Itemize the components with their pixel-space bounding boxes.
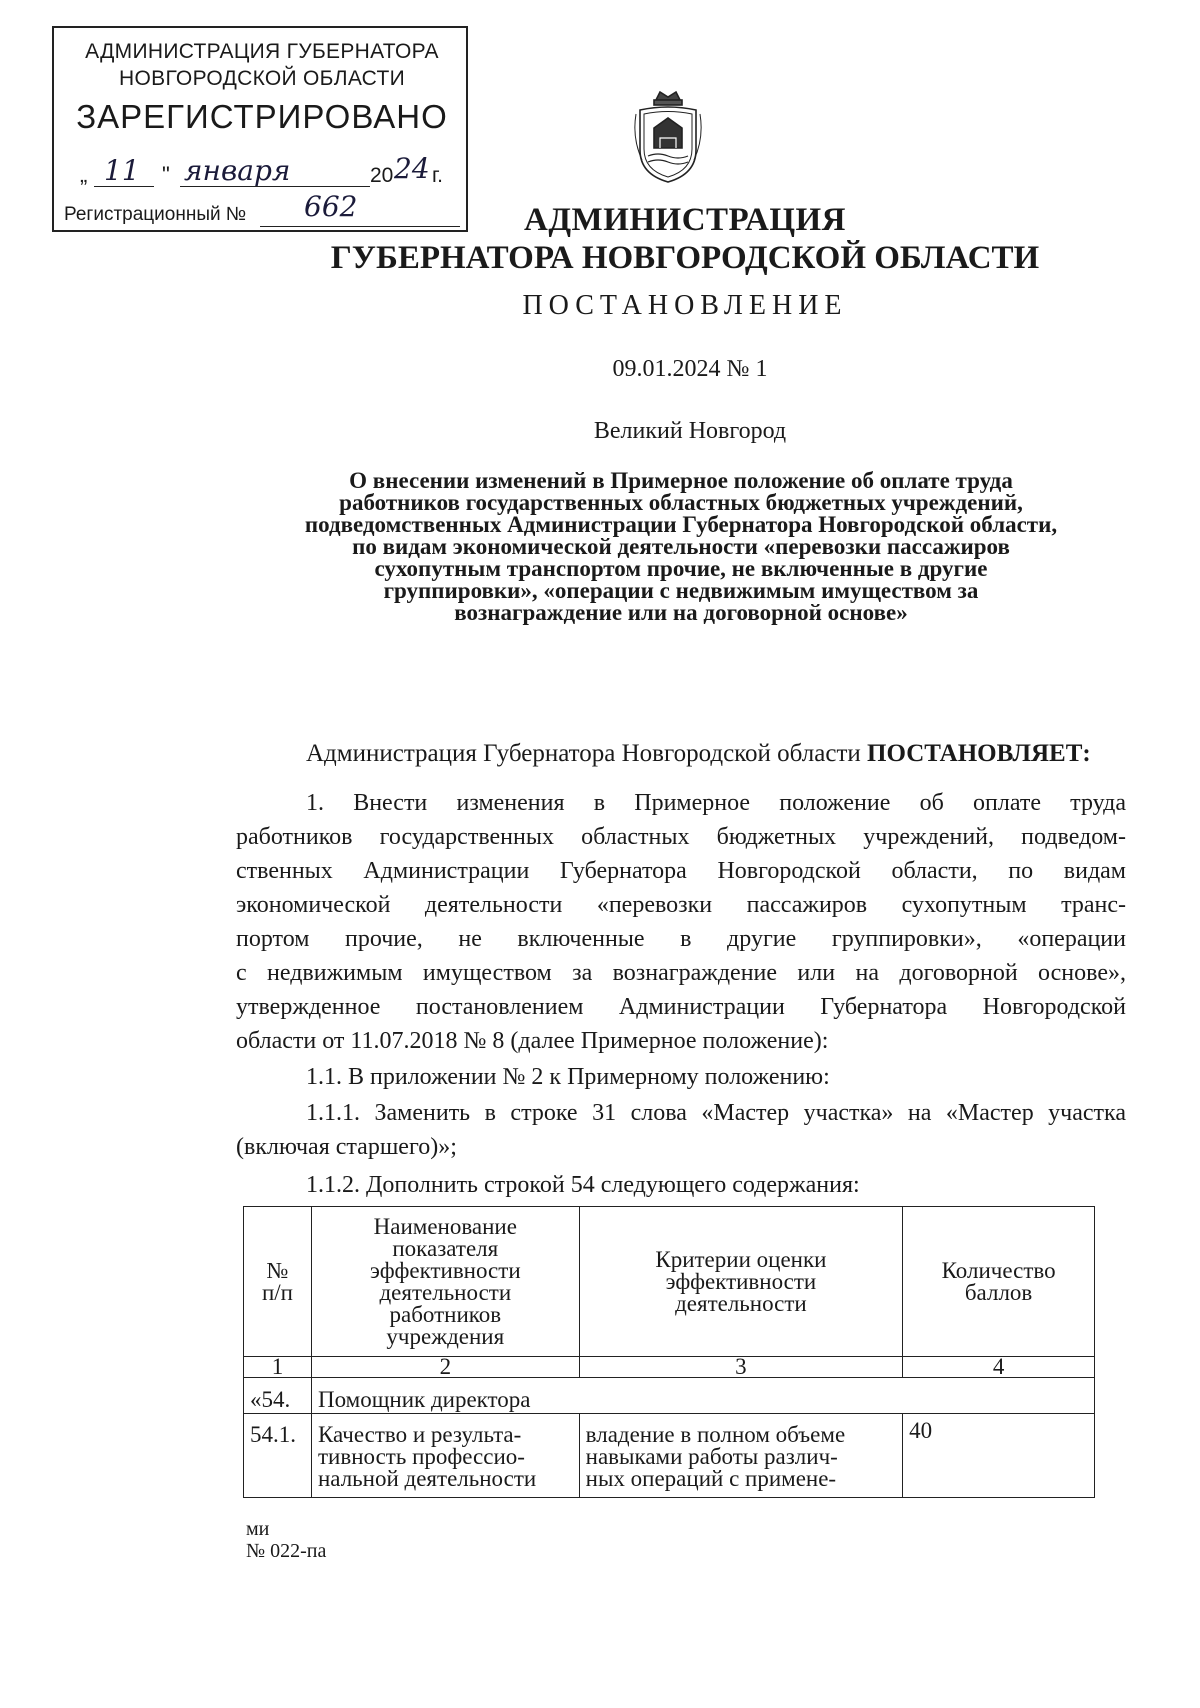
- col-number: 1: [244, 1357, 312, 1378]
- col-number: 2: [311, 1357, 579, 1378]
- header-cell: [244, 1207, 312, 1357]
- footer-notes: [246, 1518, 326, 1562]
- issuer-line1: АДМИНИСТРАЦИЯ: [524, 202, 846, 238]
- footer-line1: ми: [246, 1518, 270, 1540]
- row-number: «54.: [244, 1378, 312, 1414]
- para1-line: экономической деятельности «перевозки пассажиров сухопутным транс-: [236, 892, 1126, 918]
- intro-line: [306, 740, 1091, 768]
- header-num: № п/п: [261, 1257, 293, 1305]
- paragraph-1-1: 1.1. В приложении № 2 к Примерному положению:: [306, 1064, 830, 1090]
- row-indicator: Качество и результа- тивность профессио- нальной деятельности: [317, 1422, 537, 1491]
- title-line: работников государственных областных бюджетных учреждений,: [339, 490, 1023, 515]
- title-line: группировки», «операции с недвижимым имуществом за: [383, 578, 979, 603]
- para1-line: области от 11.07.2018 № 8 (далее Примерное положение):: [236, 1028, 829, 1054]
- header-cell: [311, 1207, 579, 1357]
- stamp-organization: [54, 38, 470, 92]
- row-points: 40: [903, 1414, 1095, 1498]
- title-line: сухопутным транспортом прочие, не включенные в другие: [374, 556, 988, 581]
- date-and-number: 09.01.2024 № 1: [612, 356, 768, 382]
- title-line: О внесении изменений в Примерное положение об оплате труда: [349, 468, 1013, 493]
- intro-text: Администрация Губернатора Новгородской области: [306, 740, 867, 767]
- col-number: 4: [903, 1357, 1095, 1378]
- paragraph-1-1-1: [236, 1096, 1126, 1164]
- stamp-year-suffix: 24: [394, 152, 430, 185]
- header-points: Количество баллов: [941, 1257, 1056, 1305]
- row-number: 54.1.: [244, 1414, 312, 1498]
- coat-of-arms-icon: [630, 88, 706, 186]
- criteria-table: [243, 1206, 1095, 1498]
- para1-line: утвержденное постановлением Администрации Губернатора Новгородской: [236, 994, 1126, 1020]
- para1-line: ственных Администрации Губернатора Новгородской области, по видам: [236, 858, 1126, 884]
- header-cell: [579, 1207, 903, 1357]
- city: Великий Новгород: [593, 418, 787, 444]
- para1-line: с недвижимым имуществом за вознаграждение или на договорной основе»,: [236, 960, 1126, 986]
- para1-line: работников государственных областных бюджетных учреждений, подведом-: [236, 824, 1126, 850]
- stamp-reg-number: 662: [304, 190, 358, 223]
- para1-line: 1. Внести изменения в Примерное положение об оплате труда: [306, 790, 1126, 816]
- stamp-year-tail: г.: [432, 164, 443, 187]
- stamp-date-line: „ 11 " января 20 24 г.: [80, 152, 443, 187]
- header-cell: [903, 1207, 1095, 1357]
- stamp-org-line2: НОВГОРОДСКОЙ ОБЛАСТИ: [119, 67, 405, 90]
- document-title: [236, 470, 1126, 624]
- row-criteria: владение в полном объеме навыками работы различ- ных операций с примене-: [585, 1422, 846, 1491]
- title-line: по видам экономической деятельности «перевозки пассажиров: [352, 534, 1010, 559]
- table-row: [244, 1378, 1095, 1414]
- issuer-line2: ГУБЕРНАТОРА НОВГОРОДСКОЙ ОБЛАСТИ: [330, 240, 1040, 276]
- stamp-registered-label: ЗАРЕГИСТРИРОВАНО: [76, 98, 448, 135]
- footer-line2: № 022-па: [246, 1540, 327, 1562]
- p1111-line: 1.1.1. Заменить в строке 31 слова «Мастер участка» на «Мастер участка: [306, 1100, 1126, 1126]
- table-row-col-numbers: [244, 1357, 1095, 1378]
- header-criteria: Критерии оценки эффективности деятельности: [655, 1246, 827, 1316]
- para1-line: портом прочие, не включенные в другие группировки», «операции: [236, 926, 1126, 952]
- stamp-day: 11: [104, 154, 140, 187]
- stamp-month: января: [184, 154, 291, 187]
- header-indicator: Наименование показателя эффективности деятельности работников учреждения: [369, 1213, 521, 1349]
- paragraph-1-1-2: 1.1.2. Дополнить строкой 54 следующего содержания:: [306, 1172, 860, 1198]
- intro-bold: ПОСТАНОВЛЯЕТ:: [867, 740, 1091, 767]
- p1111-line: (включая старшего)»;: [236, 1134, 457, 1160]
- stamp-reg-label: Регистрационный №: [64, 204, 247, 225]
- paragraph-1: [236, 786, 1126, 1058]
- table-header-row: [244, 1207, 1095, 1357]
- document-type: ПОСТАНОВЛЕНИЕ: [522, 290, 848, 321]
- table-row: [244, 1414, 1095, 1498]
- title-line: подведомственных Администрации Губернатора Новгородской области,: [304, 512, 1058, 537]
- title-line: вознаграждение или на договорной основе»: [454, 600, 908, 625]
- stamp-year-prefix: 20: [370, 164, 394, 187]
- row-name: Помощник директора: [311, 1378, 1094, 1414]
- stamp-org-line1: АДМИНИСТРАЦИЯ ГУБЕРНАТОРА: [85, 40, 439, 63]
- col-number: 3: [579, 1357, 903, 1378]
